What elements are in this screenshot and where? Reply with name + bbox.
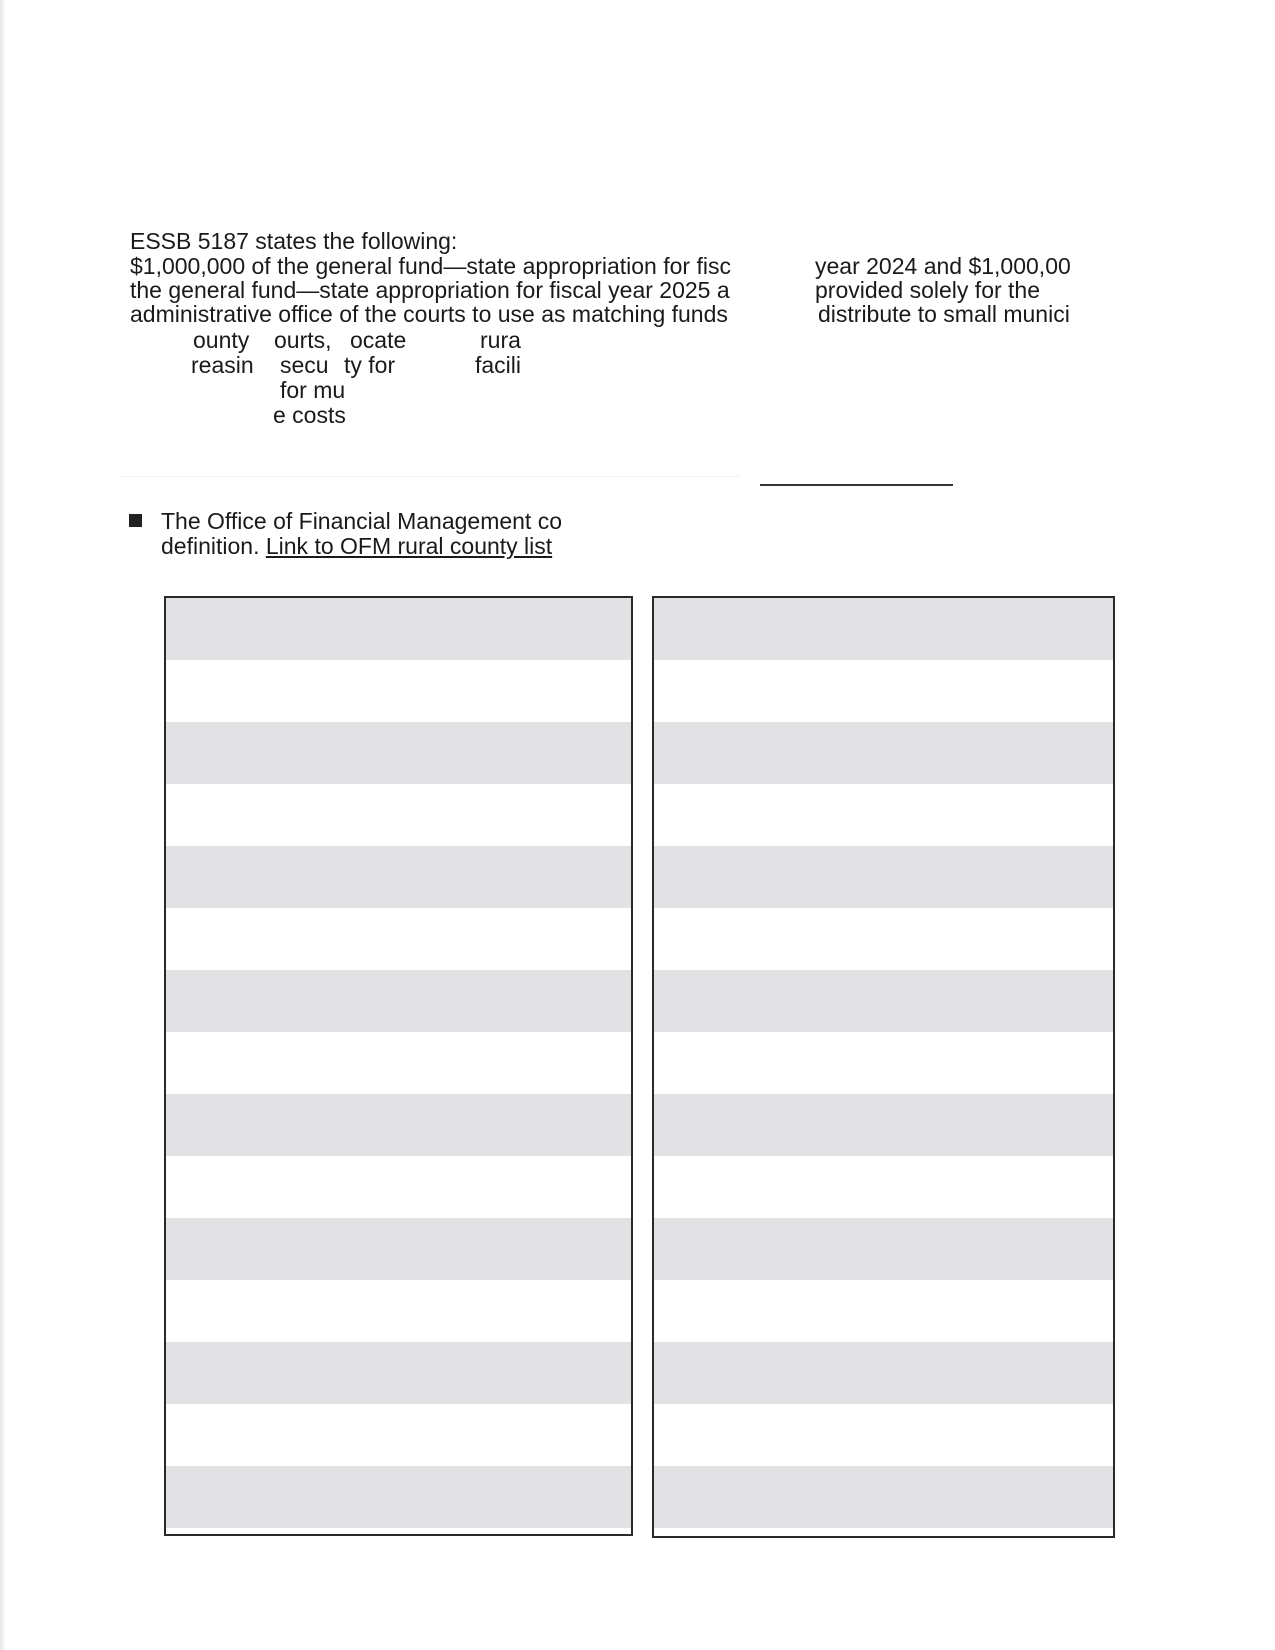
faint-rule [120, 476, 740, 477]
county-table-right-row [654, 1218, 1113, 1280]
county-table-left-row [166, 846, 631, 908]
fragment-text: ounty [193, 327, 250, 353]
ofm-rural-county-list-link[interactable]: Link to OFM rural county list [265, 533, 553, 559]
county-table-left-row [166, 1218, 631, 1280]
county-table-right-row [654, 1156, 1113, 1218]
county-table-left-row [166, 1280, 631, 1342]
county-table-left-row [166, 1466, 631, 1528]
fragment-text: reasin [191, 352, 254, 378]
fragment-text: ourts, [274, 327, 332, 353]
county-table-right-row [654, 1032, 1113, 1094]
bullet-line-1: The Office of Financial Management co [161, 508, 563, 534]
county-table-right-row [654, 1466, 1113, 1528]
underline-blank [760, 484, 953, 486]
fragment-text: ty for [344, 352, 396, 378]
bullet-line-2 [161, 534, 552, 558]
fragment-text: rura [480, 327, 521, 353]
quote-line-2-right: provided solely for the [815, 277, 1041, 303]
county-table-right-row [654, 784, 1113, 846]
fragment-text: facili [475, 352, 522, 378]
county-table-right-row [654, 1404, 1113, 1466]
county-table-right-row [654, 660, 1113, 722]
quote-line-1-right: year 2024 and $1,000,00 [815, 253, 1071, 279]
county-table-right-row [654, 1094, 1113, 1156]
county-table-left-row [166, 1342, 631, 1404]
quote-line-3-right: distribute to small munici [818, 301, 1070, 327]
quote-line-2-left: the general fund—state appropriation for fiscal year 2025 a [130, 277, 730, 303]
quote-line-1-left: $1,000,000 of the general fund—state appropriation for fisc [130, 253, 731, 279]
scan-page-edge [0, 0, 6, 1650]
county-table-right-row [654, 908, 1113, 970]
county-table-left-row [166, 1094, 631, 1156]
county-table-left-row [166, 908, 631, 970]
county-table-right [652, 596, 1115, 1538]
county-table-left-row [166, 1404, 631, 1466]
county-table-right-row [654, 722, 1113, 784]
county-table-right-row [654, 1280, 1113, 1342]
county-table-left-row [166, 598, 631, 660]
fragment-text: secu [280, 352, 329, 378]
county-table-left-row [166, 1156, 631, 1218]
fragment-text: for mu [280, 377, 346, 403]
square-bullet-icon [129, 514, 142, 527]
county-table-left-row [166, 722, 631, 784]
quote-line-3-left: administrative office of the courts to use as matching funds [130, 301, 728, 327]
county-table-left-row [166, 1032, 631, 1094]
county-table-left-row [166, 784, 631, 846]
county-table-left-row [166, 660, 631, 722]
county-table-left [164, 596, 633, 1536]
county-table-right-row [654, 1342, 1113, 1404]
fragment-text: ocate [350, 327, 407, 353]
county-table-right-row [654, 598, 1113, 660]
county-table-right-row [654, 846, 1113, 908]
fragment-text: e costs [273, 402, 346, 428]
bullet-line-2-prefix: definition. [161, 533, 266, 559]
county-table-right-row [654, 970, 1113, 1032]
county-table-left-row [166, 970, 631, 1032]
intro-heading: ESSB 5187 states the following: [130, 228, 458, 254]
